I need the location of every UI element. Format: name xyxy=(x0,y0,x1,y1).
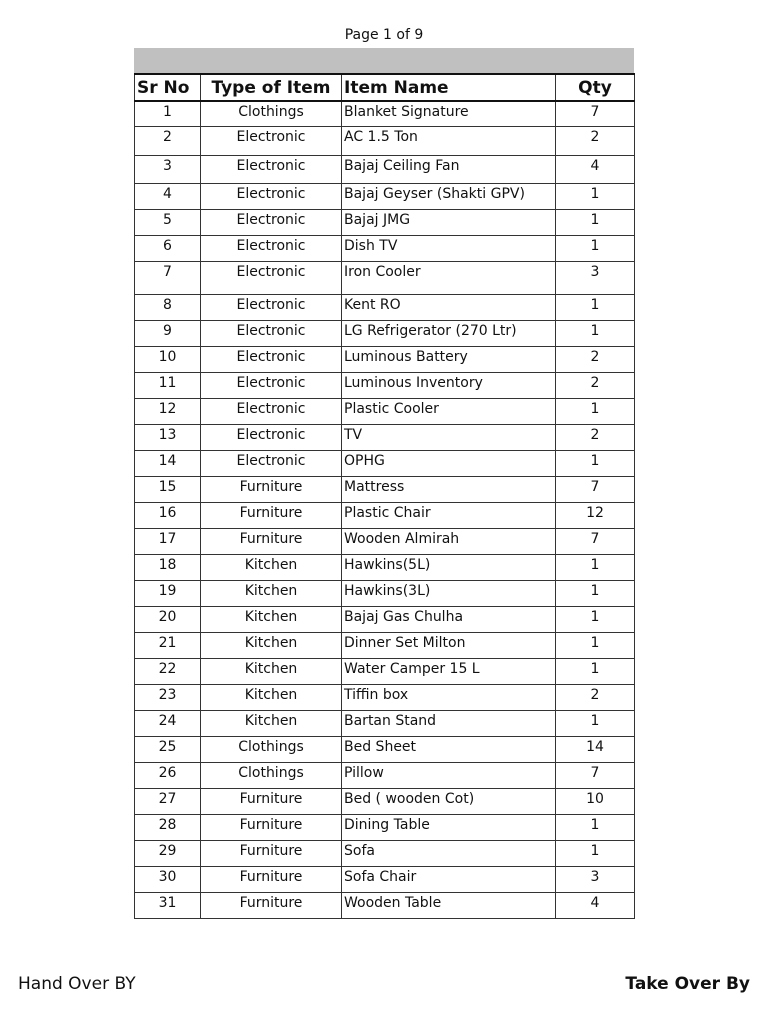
cell-item-name: Mattress xyxy=(342,476,556,502)
table-row xyxy=(135,840,635,866)
cell-item-name: Hawkins(3L) xyxy=(342,580,556,606)
cell-type-of-item: Kitchen xyxy=(201,684,342,710)
table-row xyxy=(135,736,635,762)
cell-type-of-item: Electronic xyxy=(201,346,342,372)
cell-item-name: AC 1.5 Ton xyxy=(342,126,556,155)
table-row xyxy=(135,261,635,294)
cell-sr-no: 18 xyxy=(135,554,201,580)
cell-qty: 3 xyxy=(556,866,635,892)
cell-item-name: Luminous Inventory xyxy=(342,372,556,398)
cell-sr-no: 13 xyxy=(135,424,201,450)
cell-type-of-item: Furniture xyxy=(201,476,342,502)
cell-qty: 7 xyxy=(556,528,635,554)
table-row xyxy=(135,580,635,606)
cell-qty: 14 xyxy=(556,736,635,762)
cell-type-of-item: Furniture xyxy=(201,788,342,814)
cell-qty: 1 xyxy=(556,840,635,866)
inventory-table xyxy=(134,73,635,919)
cell-item-name: Wooden Almirah xyxy=(342,528,556,554)
cell-qty: 12 xyxy=(556,502,635,528)
cell-qty: 7 xyxy=(556,762,635,788)
header-band xyxy=(134,48,634,73)
cell-item-name: Bajaj Ceiling Fan xyxy=(342,155,556,183)
cell-sr-no: 22 xyxy=(135,658,201,684)
cell-type-of-item: Electronic xyxy=(201,372,342,398)
table-row xyxy=(135,632,635,658)
cell-sr-no: 15 xyxy=(135,476,201,502)
cell-type-of-item: Furniture xyxy=(201,502,342,528)
cell-qty: 7 xyxy=(556,476,635,502)
cell-qty: 1 xyxy=(556,209,635,235)
cell-item-name: Hawkins(5L) xyxy=(342,554,556,580)
table-row xyxy=(135,710,635,736)
hand-over-by-label: Hand Over BY xyxy=(18,974,136,994)
table-row xyxy=(135,502,635,528)
cell-qty: 10 xyxy=(556,788,635,814)
cell-sr-no: 17 xyxy=(135,528,201,554)
cell-item-name: Sofa xyxy=(342,840,556,866)
cell-type-of-item: Furniture xyxy=(201,892,342,918)
cell-item-name: Bajaj JMG xyxy=(342,209,556,235)
table-row xyxy=(135,528,635,554)
cell-sr-no: 7 xyxy=(135,261,201,294)
cell-qty: 2 xyxy=(556,684,635,710)
cell-item-name: Kent RO xyxy=(342,294,556,320)
cell-qty: 1 xyxy=(556,814,635,840)
cell-sr-no: 31 xyxy=(135,892,201,918)
table-row xyxy=(135,320,635,346)
table-row xyxy=(135,892,635,918)
table-row xyxy=(135,606,635,632)
cell-sr-no: 12 xyxy=(135,398,201,424)
cell-qty: 1 xyxy=(556,606,635,632)
cell-item-name: Dinner Set Milton xyxy=(342,632,556,658)
table-row xyxy=(135,424,635,450)
cell-item-name: OPHG xyxy=(342,450,556,476)
cell-type-of-item: Electronic xyxy=(201,155,342,183)
cell-item-name: Bed ( wooden Cot) xyxy=(342,788,556,814)
cell-sr-no: 11 xyxy=(135,372,201,398)
cell-qty: 1 xyxy=(556,632,635,658)
table-row xyxy=(135,398,635,424)
cell-sr-no: 25 xyxy=(135,736,201,762)
cell-type-of-item: Kitchen xyxy=(201,632,342,658)
cell-type-of-item: Electronic xyxy=(201,183,342,209)
cell-type-of-item: Furniture xyxy=(201,814,342,840)
table-row xyxy=(135,183,635,209)
cell-item-name: Dining Table xyxy=(342,814,556,840)
cell-sr-no: 5 xyxy=(135,209,201,235)
cell-qty: 1 xyxy=(556,183,635,209)
cell-item-name: Bajaj Gas Chulha xyxy=(342,606,556,632)
cell-qty: 4 xyxy=(556,892,635,918)
cell-item-name: Sofa Chair xyxy=(342,866,556,892)
cell-item-name: Water Camper 15 L xyxy=(342,658,556,684)
cell-type-of-item: Electronic xyxy=(201,209,342,235)
cell-sr-no: 16 xyxy=(135,502,201,528)
cell-sr-no: 20 xyxy=(135,606,201,632)
header-item-name: Item Name xyxy=(342,74,556,101)
cell-sr-no: 30 xyxy=(135,866,201,892)
table-row xyxy=(135,450,635,476)
cell-item-name: Bartan Stand xyxy=(342,710,556,736)
cell-qty: 2 xyxy=(556,372,635,398)
cell-item-name: Wooden Table xyxy=(342,892,556,918)
cell-item-name: Bajaj Geyser (Shakti GPV) xyxy=(342,183,556,209)
cell-item-name: Plastic Chair xyxy=(342,502,556,528)
cell-type-of-item: Electronic xyxy=(201,320,342,346)
cell-sr-no: 10 xyxy=(135,346,201,372)
cell-type-of-item: Furniture xyxy=(201,528,342,554)
table-row xyxy=(135,372,635,398)
cell-qty: 1 xyxy=(556,658,635,684)
cell-sr-no: 4 xyxy=(135,183,201,209)
cell-sr-no: 21 xyxy=(135,632,201,658)
cell-type-of-item: Kitchen xyxy=(201,710,342,736)
cell-qty: 2 xyxy=(556,424,635,450)
cell-qty: 1 xyxy=(556,294,635,320)
table-row xyxy=(135,658,635,684)
cell-qty: 1 xyxy=(556,580,635,606)
cell-qty: 4 xyxy=(556,155,635,183)
cell-type-of-item: Electronic xyxy=(201,424,342,450)
cell-item-name: Dish TV xyxy=(342,235,556,261)
table-row xyxy=(135,866,635,892)
cell-type-of-item: Electronic xyxy=(201,294,342,320)
table-row xyxy=(135,684,635,710)
table-row xyxy=(135,346,635,372)
cell-sr-no: 24 xyxy=(135,710,201,736)
cell-item-name: Plastic Cooler xyxy=(342,398,556,424)
table-row xyxy=(135,294,635,320)
cell-sr-no: 1 xyxy=(135,101,201,126)
cell-item-name: Iron Cooler xyxy=(342,261,556,294)
cell-sr-no: 26 xyxy=(135,762,201,788)
cell-type-of-item: Furniture xyxy=(201,866,342,892)
cell-type-of-item: Clothings xyxy=(201,736,342,762)
cell-type-of-item: Electronic xyxy=(201,450,342,476)
cell-item-name: LG Refrigerator (270 Ltr) xyxy=(342,320,556,346)
cell-item-name: Blanket Signature xyxy=(342,101,556,126)
table-row xyxy=(135,155,635,183)
table-header-row xyxy=(135,74,635,101)
cell-sr-no: 14 xyxy=(135,450,201,476)
cell-qty: 3 xyxy=(556,261,635,294)
cell-qty: 1 xyxy=(556,235,635,261)
cell-item-name: Tiffin box xyxy=(342,684,556,710)
take-over-by-label: Take Over By xyxy=(625,974,750,994)
cell-qty: 7 xyxy=(556,101,635,126)
cell-type-of-item: Kitchen xyxy=(201,554,342,580)
cell-type-of-item: Kitchen xyxy=(201,658,342,684)
cell-sr-no: 2 xyxy=(135,126,201,155)
cell-type-of-item: Kitchen xyxy=(201,580,342,606)
cell-type-of-item: Clothings xyxy=(201,101,342,126)
table-row xyxy=(135,554,635,580)
header-type-of-item: Type of Item xyxy=(201,74,342,101)
cell-sr-no: 6 xyxy=(135,235,201,261)
cell-item-name: Bed Sheet xyxy=(342,736,556,762)
cell-qty: 2 xyxy=(556,126,635,155)
cell-type-of-item: Kitchen xyxy=(201,606,342,632)
cell-qty: 1 xyxy=(556,320,635,346)
cell-type-of-item: Electronic xyxy=(201,126,342,155)
header-qty: Qty xyxy=(556,74,635,101)
cell-sr-no: 19 xyxy=(135,580,201,606)
cell-qty: 1 xyxy=(556,450,635,476)
cell-sr-no: 23 xyxy=(135,684,201,710)
cell-type-of-item: Clothings xyxy=(201,762,342,788)
table-row xyxy=(135,788,635,814)
table-row xyxy=(135,235,635,261)
cell-type-of-item: Electronic xyxy=(201,261,342,294)
cell-item-name: Pillow xyxy=(342,762,556,788)
table-row xyxy=(135,209,635,235)
header-sr-no: Sr No xyxy=(135,74,201,101)
table-row xyxy=(135,101,635,126)
table-row xyxy=(135,126,635,155)
cell-sr-no: 27 xyxy=(135,788,201,814)
cell-qty: 2 xyxy=(556,346,635,372)
cell-sr-no: 8 xyxy=(135,294,201,320)
cell-qty: 1 xyxy=(556,554,635,580)
page-number: Page 1 of 9 xyxy=(344,27,424,43)
table-row xyxy=(135,476,635,502)
cell-sr-no: 28 xyxy=(135,814,201,840)
cell-item-name: Luminous Battery xyxy=(342,346,556,372)
cell-type-of-item: Electronic xyxy=(201,398,342,424)
table-row xyxy=(135,762,635,788)
cell-sr-no: 29 xyxy=(135,840,201,866)
cell-sr-no: 9 xyxy=(135,320,201,346)
cell-sr-no: 3 xyxy=(135,155,201,183)
cell-qty: 1 xyxy=(556,398,635,424)
cell-type-of-item: Furniture xyxy=(201,840,342,866)
cell-type-of-item: Electronic xyxy=(201,235,342,261)
table-row xyxy=(135,814,635,840)
cell-item-name: TV xyxy=(342,424,556,450)
cell-qty: 1 xyxy=(556,710,635,736)
